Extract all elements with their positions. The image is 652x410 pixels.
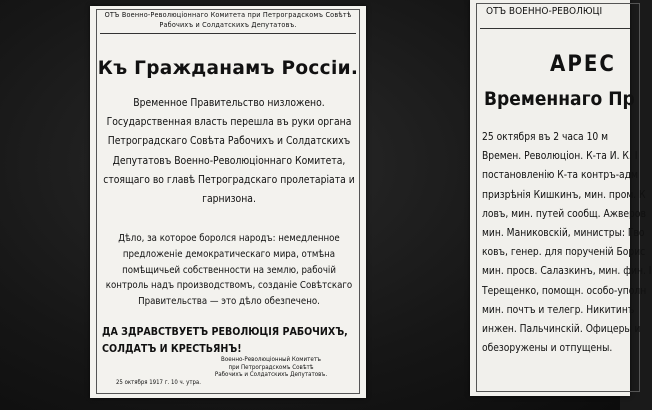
header-divider — [480, 28, 630, 29]
paragraph-2: Дѣло, за которое боролся народъ: немедленное предложеніе демократическаго мира, отмѣна помѣщичьей собственности на землю, рабочій контроль надъ производствомъ, созданіе Совѣтскаго Правительства — это дѣло обезпечено. — [105, 233, 353, 308]
body-line: мин. Маниковскій, министры: Гво — [482, 227, 645, 239]
poster-header: ОТЪ ВОЕННО-РЕВОЛЮЦІ — [486, 6, 603, 17]
body-line: ловъ, мин. путей сообщ. Ажверов — [482, 208, 646, 220]
signature-line-2: при Петроградскомъ Совѣтѣ — [228, 363, 314, 371]
header-line-2: Рабочихъ и Солдатскихъ Депутатовъ. — [159, 20, 297, 29]
signature-block — [182, 356, 360, 379]
poster-date: 25 октября 1917 г. 10 ч. утра. — [116, 379, 201, 386]
poster-title: АРЕС — [550, 52, 616, 77]
poster-body — [482, 128, 652, 358]
body-line: мин. почтъ и телегр. Никитинъ — [482, 304, 635, 316]
paragraph-1: Временное Правительство низложено. Государственная власть перешла въ руки органа Петроградскаго Совѣта Рабочихъ и Солдатскихъ Депутатовъ Военно-Революціоннаго Комитета, стоящаго во главѣ Петроградскаго пролетаріата и гарнизона. — [103, 97, 355, 206]
signature-line-3: Рабочихъ и Солдатскихъ Депутатовъ. — [214, 371, 328, 379]
proclamation-poster — [90, 6, 366, 398]
poster-header — [90, 10, 366, 30]
body-line: Времен. Революціон. К-та И. К. І — [482, 151, 638, 163]
poster-title: Къ Гражданамъ Россіи. — [97, 58, 359, 79]
arrest-poster — [470, 0, 652, 396]
body-line: постановленію К-та контръ-адм — [482, 170, 638, 182]
body-line: ковъ, генер. для порученій Борис — [482, 247, 646, 259]
poster-subtitle: Временнаго Пр — [484, 88, 635, 110]
body-line: призрѣнія Кишкинъ, мин. пром. К — [482, 189, 646, 201]
body-line: инжен. Пальчинскій. Офицеры и — [482, 323, 641, 335]
slogan: ДА ЗДРАВСТВУЕТЪ РЕВОЛЮЦІЯ РАБОЧИХЪ, СОЛДАТЪ И КРЕСТЬЯНЪ! — [102, 326, 348, 355]
header-line-1: ОТЪ Военно-Революціоннаго Комитета при Петроградскомъ Совѣтѣ — [104, 10, 352, 19]
body-line: Терещенко, помощн. особо-уполн — [482, 285, 647, 297]
body-line: 25 октября въ 2 часа 10 м — [482, 132, 609, 143]
body-line: обезоружены и отпущены. — [482, 343, 613, 355]
header-divider — [100, 33, 356, 34]
signature-line-1: Военно-Революціонный Комитетъ — [221, 356, 321, 363]
body-line: мин. просв. Салазкинъ, мин. фин. І — [482, 266, 652, 278]
